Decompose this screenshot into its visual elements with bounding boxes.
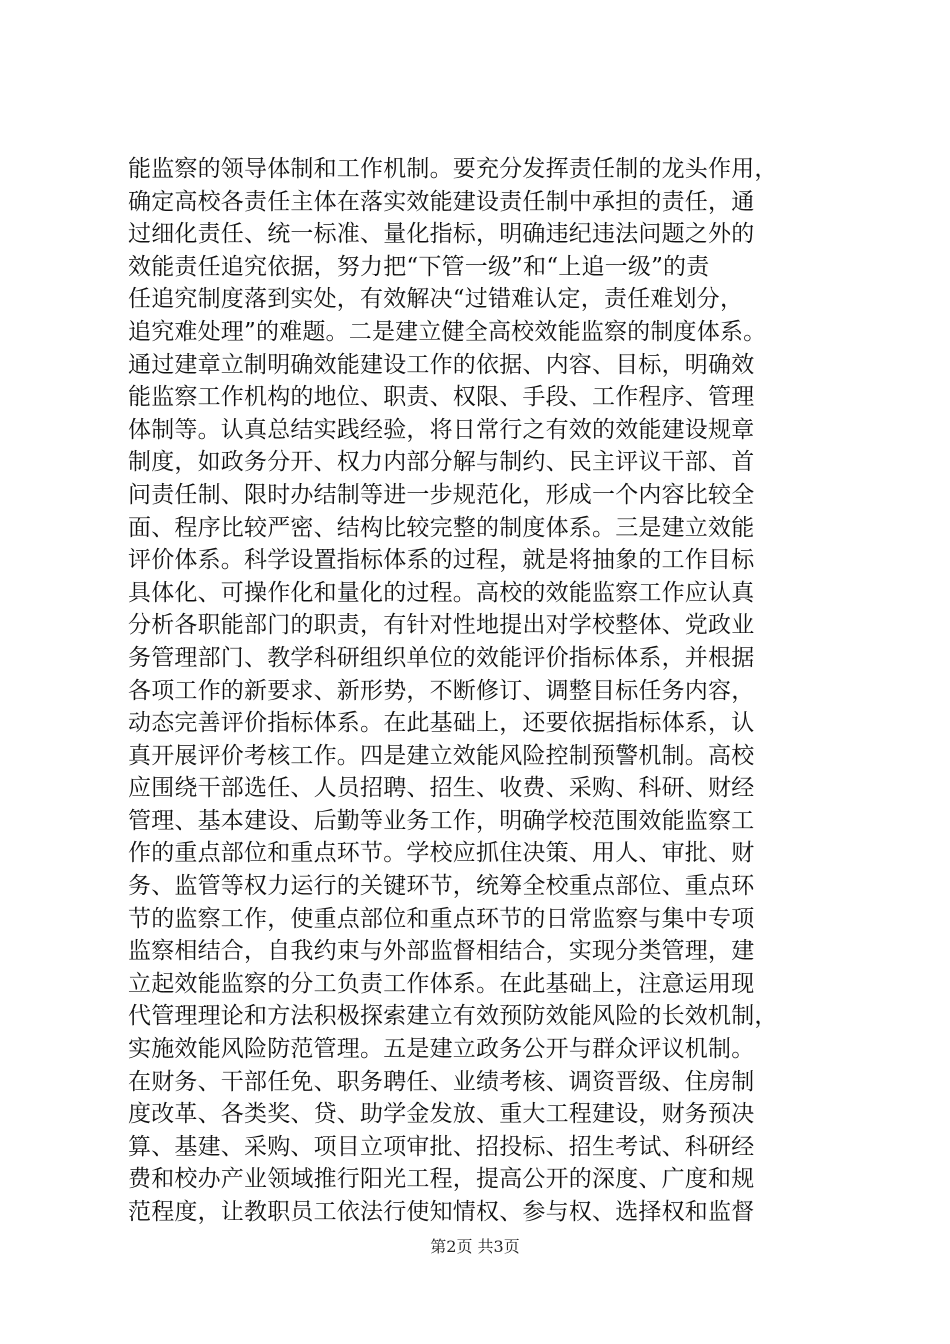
text-line: 体制等。认真总结实践经验，将日常行之有效的效能建设规章 [128,416,755,443]
page-number-footer: 第2页 共3页 [430,1237,520,1256]
text-line: 制度，如政务分开、权力内部分解与制约、民主评议干部、首 [128,449,755,476]
text-line: 度改革、各类奖、贷、助学金发放、重大工程建设，财务预决 [128,1101,755,1128]
text-line: 效能责任追究依据，努力把“下管一级”和“上追一级”的责 [128,253,710,280]
text-line: 作的重点部位和重点环节。学校应抓住决策、用人、审批、财 [128,840,755,867]
text-line: 确定高校各责任主体在落实效能建设责任制中承担的责任，通 [128,188,755,215]
text-line: 过细化责任、统一标准、量化指标，明确违纪违法问题之外的 [128,221,755,248]
text-line: 动态完善评价指标体系。在此基础上，还要依据指标体系，认 [128,710,755,737]
text-line: 各项工作的新要求、新形势，不断修订、调整目标任务内容， [128,677,755,704]
body-text [128,153,828,1229]
text-line: 实施效能风险防范管理。五是建立政务公开与群众评议机制。 [128,1036,755,1063]
text-line: 在财务、干部任免、职务聘任、业绩考核、调资晋级、住房制 [128,1068,755,1095]
text-line: 任追究制度落到实处，有效解决“过错难认定，责任难划分， [128,286,744,313]
text-line: 监察相结合，自我约束与外部监督相结合，实现分类管理，建 [128,938,755,965]
text-line: 追究难处理”的难题。二是建立健全高校效能监察的制度体系。 [128,318,767,345]
text-line: 代管理理论和方法积极探索建立有效预防效能风险的长效机制， [128,1003,778,1030]
text-line: 能监察工作机构的地位、职责、权限、手段、工作程序、管理 [128,384,755,411]
text-line: 立起效能监察的分工负责工作体系。在此基础上，注意运用现 [128,970,755,997]
text-line: 评价体系。科学设置指标体系的过程，就是将抽象的工作目标 [128,547,755,574]
text-line: 问责任制、限时办结制等进一步规范化，形成一个内容比较全 [128,481,755,508]
text-line: 分析各职能部门的职责，有针对性地提出对学校整体、党政业 [128,612,755,639]
text-line: 费和校办产业领域推行阳光工程，提高公开的深度、广度和规 [128,1166,755,1193]
text-line: 范程度，让教职员工依法行使知情权、参与权、选择权和监督 [128,1199,755,1225]
text-line: 节的监察工作，使重点部位和重点环节的日常监察与集中专项 [128,905,755,932]
text-line: 通过建章立制明确效能建设工作的依据、内容、目标，明确效 [128,351,755,378]
text-line: 管理、基本建设、后勤等业务工作，明确学校范围效能监察工 [128,807,755,834]
text-line: 应围绕干部选任、人员招聘、招生、收费、采购、科研、财经 [128,775,755,802]
text-line: 具体化、可操作化和量化的过程。高校的效能监察工作应认真 [128,579,755,606]
text-line: 务管理部门、教学科研组织单位的效能评价指标体系，并根据 [128,644,755,671]
text-line: 能监察的领导体制和工作机制。要充分发挥责任制的龙头作用， [128,156,778,182]
text-line: 真开展评价考核工作。四是建立效能风险控制预警机制。高校 [128,742,755,769]
text-line: 面、程序比较严密、结构比较完整的制度体系。三是建立效能 [128,514,755,541]
text-line: 务、监管等权力运行的关键环节，统筹全校重点部位、重点环 [128,873,755,900]
text-line: 算、基建、采购、项目立项审批、招投标、招生考试、科研经 [128,1133,755,1160]
